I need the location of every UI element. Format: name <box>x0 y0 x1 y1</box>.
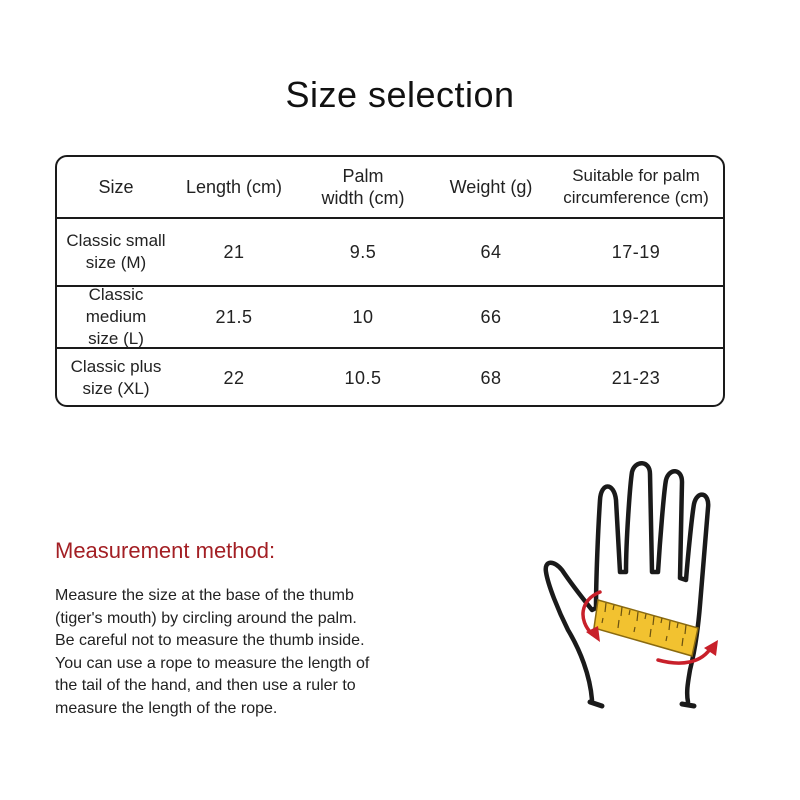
page-title: Size selection <box>285 74 515 115</box>
instruction-line: Measure the size at the base of the thumb <box>55 587 354 604</box>
header-palm-width: Palm width (cm) <box>321 166 405 208</box>
cell-size: Classic small size (M) <box>66 231 166 272</box>
cell-size: Classic medium size (L) <box>85 285 147 348</box>
header-circumference: Suitable for palm circumference (cm) <box>563 166 709 207</box>
cell-length: 21.5 <box>215 307 253 327</box>
cell-weight: 68 <box>480 368 502 388</box>
table-row <box>57 219 723 287</box>
instruction-line: Be careful not to measure the thumb inside. <box>55 632 365 650</box>
cell-palm-width: 10.5 <box>344 368 382 388</box>
measurement-instructions <box>55 585 455 721</box>
table-header-row <box>57 157 723 219</box>
header-weight: Weight (g) <box>449 177 533 197</box>
table-row <box>57 349 723 407</box>
cell-circumference: 17-19 <box>611 242 661 262</box>
instruction-line: (tiger's mouth) by circling around the palm. <box>55 609 357 627</box>
table-row <box>57 287 723 349</box>
instruction-line: measure the length of the rope. <box>55 699 278 717</box>
size-table <box>55 155 725 407</box>
cell-circumference: 21-23 <box>611 368 661 388</box>
measurement-title: Measurement method: <box>55 538 276 563</box>
header-length: Length (cm) <box>185 177 283 197</box>
header-size: Size <box>98 177 134 197</box>
instruction-line: the tail of the hand, and then use a ruler to <box>55 677 356 695</box>
measuring-tape <box>594 600 698 656</box>
instruction-line: You can use a rope to measure the length of <box>55 654 370 672</box>
cell-palm-width: 9.5 <box>349 242 377 262</box>
cell-length: 21 <box>223 242 245 262</box>
cell-circumference: 19-21 <box>611 307 661 327</box>
cell-weight: 64 <box>480 242 502 262</box>
cell-length: 22 <box>223 368 245 388</box>
cell-size: Classic plus size (XL) <box>70 357 162 398</box>
cell-weight: 66 <box>480 307 502 327</box>
cell-palm-width: 10 <box>352 307 374 327</box>
hand-measuring-tape-icon <box>540 460 730 715</box>
